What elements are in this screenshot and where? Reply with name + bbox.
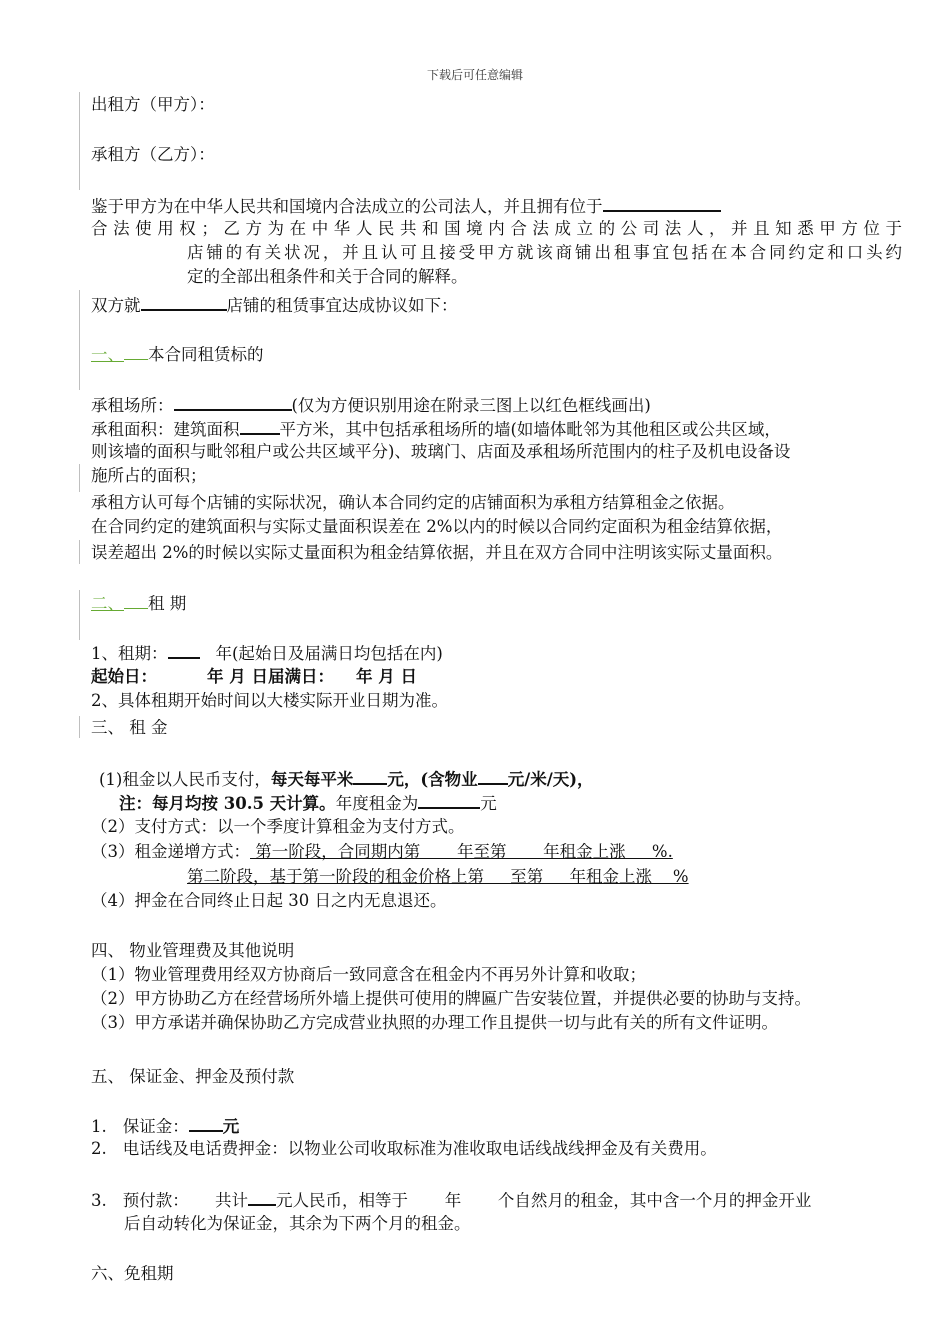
margin-bar xyxy=(79,590,80,640)
lease-place-line xyxy=(91,393,651,417)
term-note-line: 2、具体租期开始时间以大楼实际开业日期为准。 xyxy=(91,691,448,710)
preamble-text: 店铺的租赁事宜达成协议如下： xyxy=(226,296,458,315)
item-number: 2. xyxy=(91,1139,107,1158)
page-header: 下载后可任意编辑 xyxy=(426,68,523,82)
section-number-underline xyxy=(124,343,148,360)
party-a-label: 出租方（甲方）： xyxy=(91,95,215,114)
blank-property xyxy=(478,767,508,785)
term-line xyxy=(91,641,443,665)
deposit-line-1 xyxy=(91,1114,239,1138)
text: （3）租金递增方式： xyxy=(91,842,250,861)
margin-bar xyxy=(79,716,80,738)
preamble-line-4: 定的全部出租条件和关于合同的解释。 xyxy=(187,267,468,286)
blank-area xyxy=(240,417,280,435)
label: 承租场所： xyxy=(91,396,174,415)
mgmt-line-3: （3）甲方承诺并确保协助乙方完成营业执照的办理工作且提供一切与此有关的所有文件证明。 xyxy=(91,1013,778,1032)
error-line-1: 在合同约定的建筑面积与实际丈量面积误差在 2%以内的时候以合同约定面积为租金结算依据， xyxy=(91,517,783,536)
mgmt-line-2: （2）甲方协助乙方在经营场所外墙上提供可使用的牌匾广告安装位置，并提供必要的协助与支持。 xyxy=(91,989,811,1008)
text: 保证金： xyxy=(122,1117,189,1136)
section-number: 二、 xyxy=(91,594,124,613)
rent-line-1 xyxy=(99,767,594,791)
confirm-line: 承租方认可每个店铺的实际状况，确认本合同约定的店铺面积为承租方结算租金之依据。 xyxy=(91,493,735,512)
lease-area-line xyxy=(91,417,781,441)
item-number: 1. xyxy=(91,1117,107,1136)
blank-term xyxy=(168,641,200,659)
mgmt-line-1: （1）物业管理费用经双方协商后一致同意含在租金内不再另外计算和收取； xyxy=(91,965,646,984)
blank-place xyxy=(174,393,292,411)
margin-bar xyxy=(79,464,80,492)
blank-rent xyxy=(353,767,387,785)
text: 元人民币，相等于 年 个自然月的租金，其中含一个月的押金开业 xyxy=(275,1191,812,1210)
deposit-line-4: 后自动转化为保证金，其余为下两个月的租金。 xyxy=(124,1214,471,1233)
preamble-line-3: 店铺的有关状况，并且认可且接受甲方就该商铺出租事宜包括在本合同约定和口头约 xyxy=(187,243,902,262)
text: 元 xyxy=(222,1117,240,1136)
text: 年 月 日 xyxy=(356,667,417,686)
section-6-heading: 六、免租期 xyxy=(91,1264,174,1283)
deposit-line-3 xyxy=(91,1188,811,1212)
rent-line-3: （2）支付方式：以一个季度计算租金为支付方式。 xyxy=(91,817,465,836)
label: 起始日： xyxy=(91,667,157,686)
text: 元/米/天)， xyxy=(507,770,594,789)
label: 1、租期： xyxy=(91,644,168,663)
preamble-line-2: 合法使用权；乙方为在中华人民共和国境内合法成立的公司法人，并且知悉甲方位于 xyxy=(91,219,902,238)
section-5-heading: 五、 保证金、押金及预付款 xyxy=(91,1067,295,1086)
party-b-label: 承租方（乙方）： xyxy=(91,145,215,164)
blank-guarantee xyxy=(189,1114,223,1132)
blank-location xyxy=(603,194,721,212)
section-number: 一、 xyxy=(91,345,124,364)
preamble-line-5 xyxy=(91,293,458,317)
preamble-text: 双方就 xyxy=(91,296,141,315)
margin-bar xyxy=(79,290,80,390)
section-number-underline xyxy=(124,592,148,609)
rent-line-2 xyxy=(119,791,497,815)
blank-annual xyxy=(418,791,480,809)
text: 每天每平米 xyxy=(270,770,354,789)
text: 注：每月均按 30.5 天计算。 xyxy=(119,794,336,813)
text: 年 月 日届满日： xyxy=(207,667,334,686)
section-title: 租 期 xyxy=(148,594,187,613)
text: 平方米，其中包括承租场所的墙(如墙体毗邻为其他租区或公共区域， xyxy=(279,420,781,439)
preamble-text: 鉴于甲方为在中华人民共和国境内合法成立的公司法人，并且拥有位于 xyxy=(91,197,603,216)
label: 承租面积：建筑面积 xyxy=(91,420,240,439)
text: 电话线及电话费押金：以物业公司收取标准为准收取电话线战线押金及有关费用。 xyxy=(122,1139,717,1158)
preamble-line-1 xyxy=(91,194,721,218)
start-end-line xyxy=(91,666,417,688)
text: 元 xyxy=(480,794,497,813)
blank-shop xyxy=(141,293,227,311)
text: 第一阶段，合同期内第 年至第 年租金上涨 %. xyxy=(250,842,673,861)
section-title: 本合同租赁标的 xyxy=(148,345,264,364)
margin-bar xyxy=(79,540,80,564)
error-line-2: 误差超出 2%的时候以实际丈量面积为租金结算依据，并且在双方合同中注明该实际丈量面积。 xyxy=(91,543,783,562)
item-number: 3. xyxy=(91,1191,107,1210)
text: 元，(含物业 xyxy=(387,770,478,789)
text: 预付款： 共计 xyxy=(122,1191,248,1210)
deposit-line-2 xyxy=(91,1138,717,1160)
rent-line-6: （4）押金在合同终止日起 30 日之内无息退还。 xyxy=(91,891,447,910)
lease-area-line-2: 则该墙的面积与毗邻租户或公共区域平分)、玻璃门、店面及承租场所范围内的柱子及机电设备设 xyxy=(91,442,791,461)
text: 年度租金为 xyxy=(335,794,419,813)
text: 年(起始日及届满日均包括在内) xyxy=(215,644,443,663)
blank-prepay xyxy=(248,1188,276,1206)
lease-area-line-3: 施所占的面积； xyxy=(91,466,207,485)
section-1-heading xyxy=(91,343,264,366)
section-2-heading xyxy=(91,592,186,615)
section-3-heading: 三、 租 金 xyxy=(91,718,168,737)
margin-bar xyxy=(79,92,80,190)
rent-line-5: 第二阶段，基于第一阶段的租金价格上第 至第 年租金上涨 % xyxy=(187,867,689,886)
section-4-heading: 四、 物业管理费及其他说明 xyxy=(91,941,295,960)
rent-line-4 xyxy=(91,841,673,863)
text: (仅为方便识别用途在附录三图上以红色框线画出) xyxy=(291,396,651,415)
text: (1)租金以人民币支付， xyxy=(99,770,271,789)
